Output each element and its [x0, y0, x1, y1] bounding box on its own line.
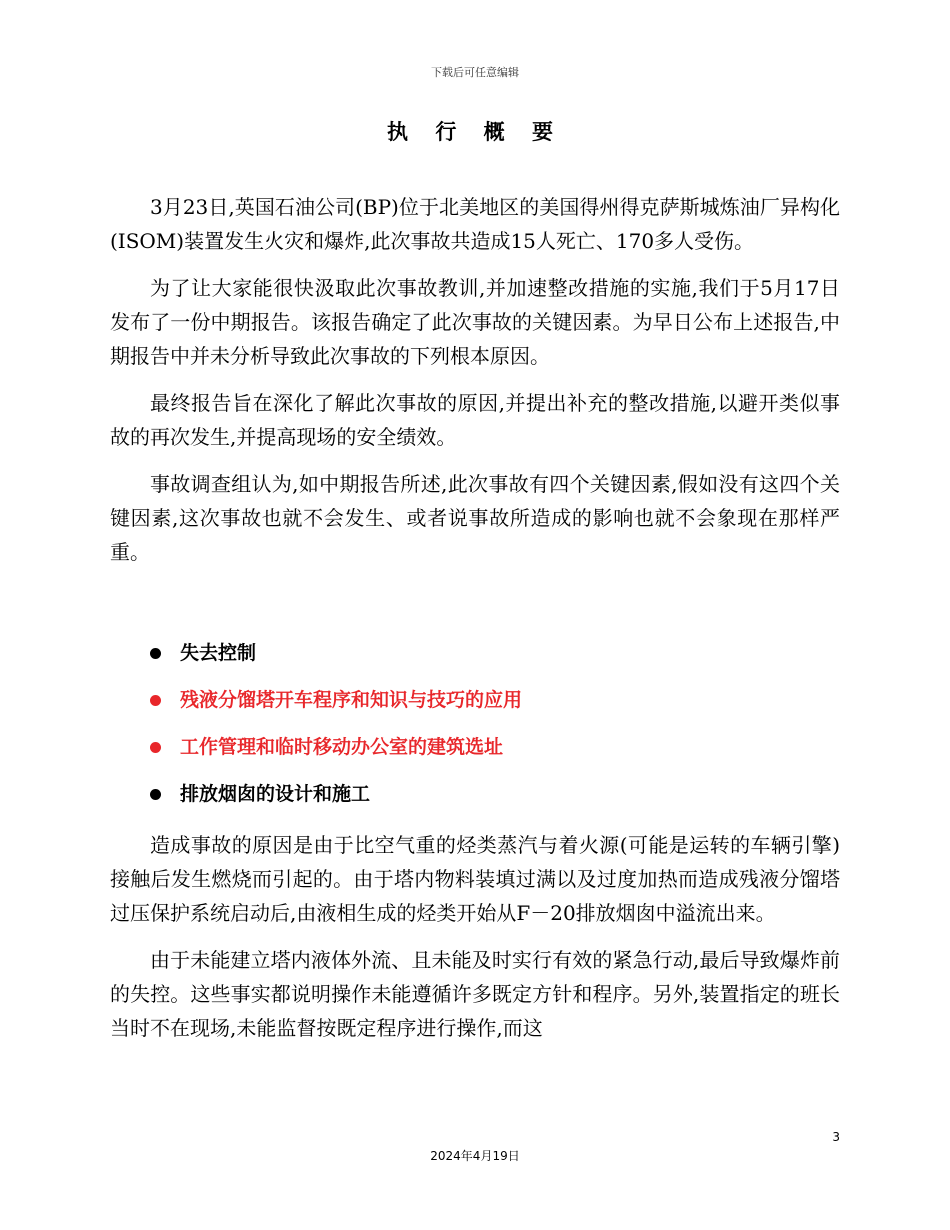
list-item [110, 777, 840, 824]
bullet-dot-icon [150, 789, 161, 800]
list-item-label: 残液分馏塔开车程序和知识与技巧的应用 [180, 689, 523, 711]
list-item-label: 工作管理和临时移动办公室的建筑选址 [180, 736, 504, 758]
paragraph: 为了让大家能很快汲取此次事故教训,并加速整改措施的实施,我们于5月17日发布了一份中期报告。该报告确定了此次事故的关键因素。为早日公布上述报告,中期报告中并未分析导致此次事故的下列根本原因。 [110, 276, 840, 368]
list-item [110, 730, 840, 777]
footer-date: 2024年4月19日 [430, 1149, 520, 1163]
paragraph: 由于未能建立塔内液体外流、且未能及时实行有效的紧急行动,最后导致爆炸前的失控。这些事实都说明操作未能遵循许多既定方针和程序。另外,装置指定的班长当时不在现场,未能监督按既定程序进行操作,而这 [110, 948, 840, 1040]
document-body-continued [110, 828, 840, 1058]
list-item-label: 失去控制 [180, 642, 257, 664]
bullet-dot-icon [150, 742, 161, 753]
list-item-label: 排放烟囱的设计和施工 [180, 783, 371, 805]
page-number: 3 [832, 1130, 840, 1144]
paragraph: 3月23日,英国石油公司(BP)位于北美地区的美国得州得克萨斯城炼油厂异构化(ISOM)装置发生火灾和爆炸,此次事故共造成15人死亡、170多人受伤。 [110, 195, 840, 253]
header-note: 下载后可任意编辑 [431, 66, 519, 79]
paragraph: 造成事故的原因是由于比空气重的烃类蒸汽与着火源(可能是运转的车辆引擎)接触后发生燃烧而引起的。由于塔内物料装填过满以及过度加热而造成残液分馏塔过压保护系统启动后,由液相生成的烃类开始从F－20排放烟囱中溢流出来。 [110, 833, 840, 925]
key-factors-list [110, 636, 840, 824]
list-item [110, 636, 840, 683]
bullet-dot-icon [150, 695, 161, 706]
paragraph: 事故调查组认为,如中期报告所述,此次事故有四个关键因素,假如没有这四个关键因素,这次事故也就不会发生、或者说事故所造成的影响也就不会象现在那样严重。 [110, 472, 840, 564]
page-title: 执 行 概 要 [387, 120, 563, 144]
document-body [110, 190, 840, 582]
paragraph: 最终报告旨在深化了解此次事故的原因,并提出补充的整改措施,以避开类似事故的再次发生,并提高现场的安全绩效。 [110, 391, 840, 449]
list-item [110, 683, 840, 730]
bullet-dot-icon [150, 648, 161, 659]
